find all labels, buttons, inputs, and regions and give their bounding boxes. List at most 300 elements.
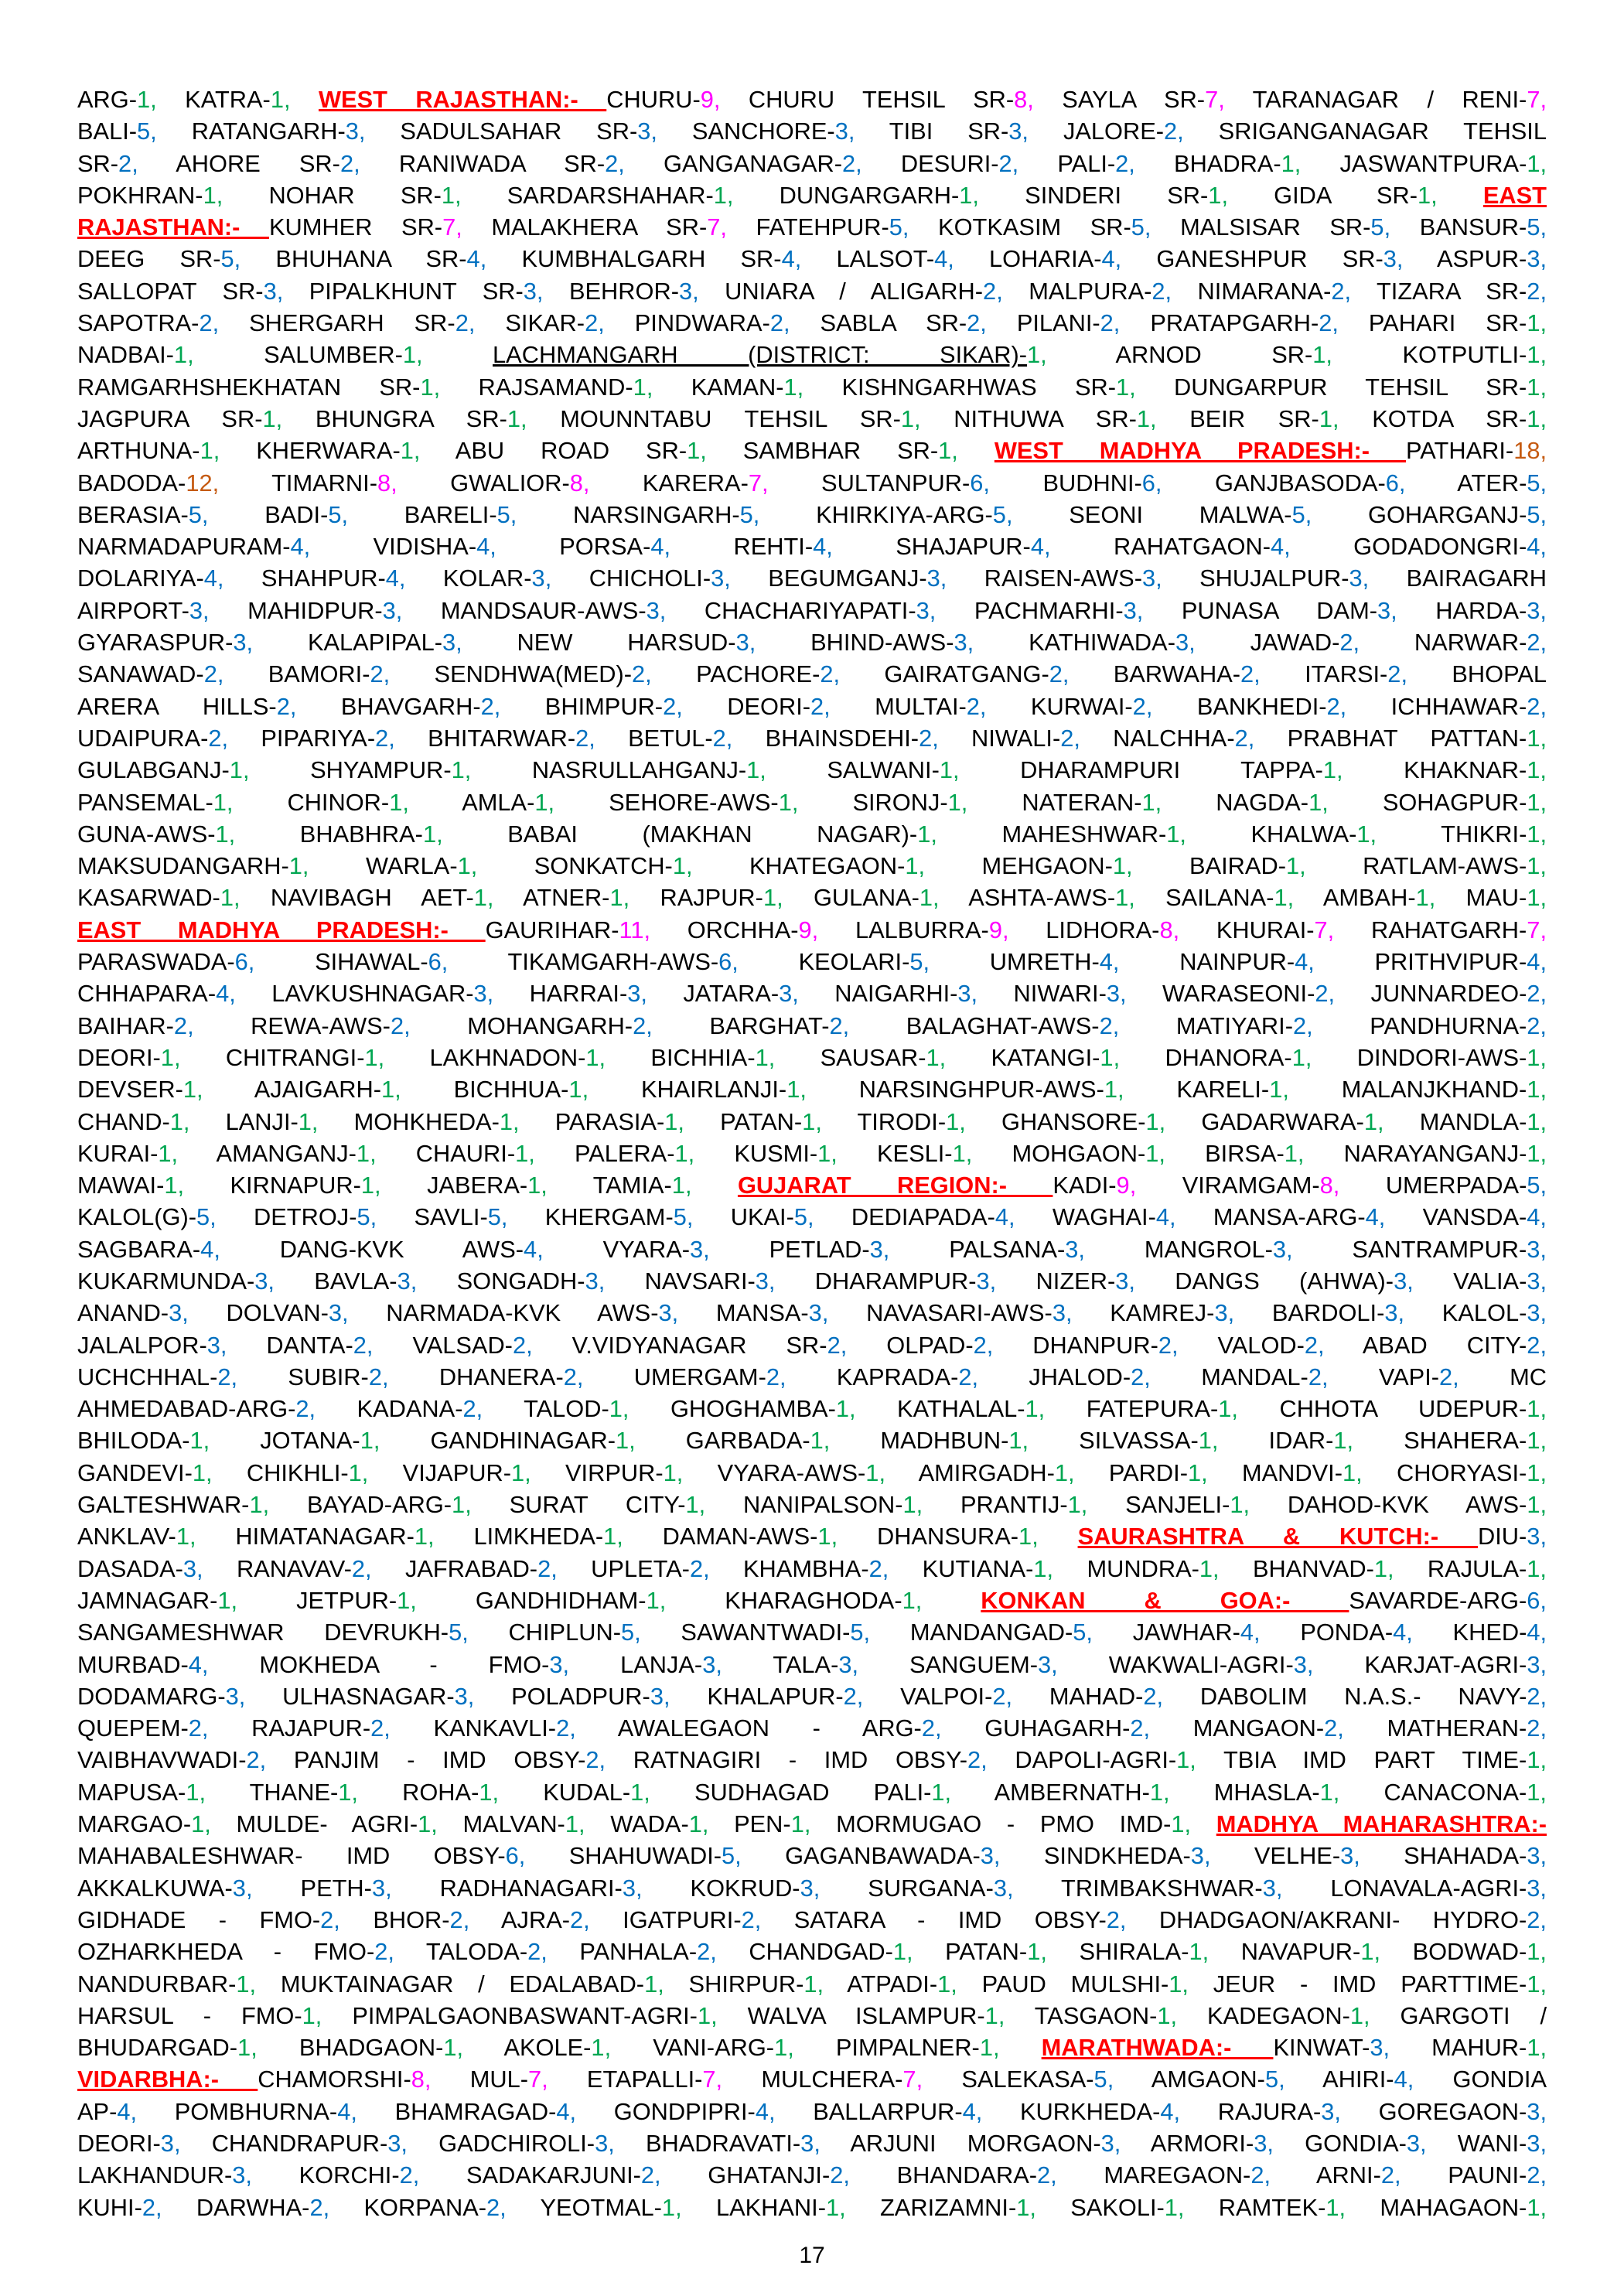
station-entry: NANDURBAR-1, [77, 1970, 257, 1997]
station-name: NARMADAPURAM- [77, 533, 291, 561]
station-entry: PRITHVIPUR-4, [1374, 948, 1547, 976]
station-entry: JALORE-2, [1063, 118, 1184, 145]
station-name: MUNDRA- [1087, 1554, 1199, 1582]
station-name: BHIMPUR- [544, 692, 664, 720]
station-entry: SAKOLI-1, [1070, 2193, 1185, 2221]
station-entry: BETUL-2, [628, 724, 733, 752]
station-name: KURWAI- [1030, 692, 1133, 720]
station-count: 3 [1340, 1842, 1354, 1870]
station-name: GANDHIDHAM- [475, 1586, 647, 1614]
station-count: 3 [1406, 2130, 1421, 2157]
station-count: 1 [1269, 1076, 1283, 1104]
station-name: KUMBHALGARH SR- [521, 245, 782, 273]
station-name: JETPUR- [296, 1586, 397, 1614]
station-name: KUDAL- [543, 1778, 631, 1806]
station-entry: AIRPORT-3, [77, 596, 210, 624]
station-entry: MAHIDPUR-3, [247, 596, 403, 624]
station-entry: NOHAR SR-1, [268, 181, 462, 209]
station-name: KUMHER SR- [269, 213, 443, 241]
station-count: 1 [158, 1139, 172, 1167]
station-count: 2 [1250, 2161, 1264, 2189]
station-count: 2 [370, 660, 384, 688]
station-name: WADA- [610, 1810, 689, 1838]
station-count: 1 [1025, 1395, 1039, 1423]
station-count: 4 [1101, 245, 1115, 273]
station-count: 5 [1131, 213, 1145, 241]
station-count: 5 [496, 500, 510, 528]
station-count: 1 [1054, 1458, 1068, 1486]
station-entry: MANGROL-3, [1144, 1235, 1293, 1263]
station-entry: MUNDRA-1, [1087, 1554, 1220, 1582]
station-count: 1 [1104, 1076, 1117, 1104]
station-entry: LAKHANDUR-3, [77, 2161, 252, 2189]
station-count: 3 [183, 1554, 197, 1582]
station-count: 1 [527, 1172, 541, 1199]
station-entry: MEHGAON-1, [981, 852, 1133, 880]
station-entry: MULDE- AGRI-1, [236, 1810, 438, 1838]
station-entry: ROHA-1, [402, 1778, 500, 1806]
station-count: 5 [889, 213, 902, 241]
station-count: 5 [620, 1619, 635, 1646]
station-count: 3 [627, 980, 641, 1008]
station-name: SULTANPUR- [821, 469, 971, 496]
station-count: 5 [196, 1203, 210, 1231]
station-entry: AMLA-1, [462, 788, 555, 816]
station-name: KEOLARI- [798, 948, 910, 976]
station-count: 1 [217, 1586, 231, 1614]
station-entry: LANJI-1, [225, 1107, 319, 1135]
station-count: 2 [1130, 1714, 1144, 1742]
station-entry: WADA-1, [610, 1810, 709, 1838]
station-name: GAURIHAR- [485, 916, 619, 943]
station-name: GAGANBAWADA- [785, 1842, 981, 1870]
station-entry: JAFRABAD-2, [404, 1554, 558, 1582]
station-entry: MANGAON-2, [1192, 1714, 1344, 1742]
station-entry: KHURAI-7, [1216, 916, 1335, 943]
station-count: 2 [339, 149, 354, 177]
station-name: PEN- [734, 1810, 791, 1838]
station-name: NAIGARHI- [834, 980, 958, 1008]
station-entry: BHUDARGAD-1, [77, 2034, 258, 2062]
station-name: ORCHHA- [687, 916, 799, 943]
station-count: 5 [1264, 2066, 1279, 2093]
station-count: 1 [778, 788, 792, 816]
station-name: SHYAMPUR- [310, 756, 452, 784]
station-name: CHHAPARA- [77, 980, 217, 1008]
station-count: 9 [1116, 1172, 1130, 1199]
station-count: 7 [702, 2066, 716, 2093]
station-count: 12 [186, 469, 213, 496]
station-name: QUEPEM- [77, 1714, 189, 1742]
station-count: 2 [868, 1554, 882, 1582]
station-count: 1 [1527, 2034, 1540, 2062]
station-entry: KUKARMUNDA-3, [77, 1267, 275, 1295]
station-entry: NAVAPUR-1, [1240, 1938, 1381, 1966]
station-entry: TIRODI-1, [857, 1107, 966, 1135]
station-count: 4 [1099, 948, 1113, 976]
station-count: 4 [934, 245, 948, 273]
station-name: PONDA- [1300, 1619, 1394, 1646]
station-count: 3 [1115, 1267, 1129, 1295]
text-line [77, 435, 1547, 466]
station-name: MALVAN- [462, 1810, 565, 1838]
text-line [77, 1904, 1547, 1936]
station-name: NARMADA-KVK AWS- [386, 1299, 659, 1327]
station-count: 1 [802, 1107, 816, 1135]
station-name: RAHATGAON- [1113, 533, 1271, 561]
station-entry: ITARSI-2, [1305, 660, 1407, 688]
station-name: NARWAR- [1414, 629, 1527, 657]
station-count: 2 [1234, 724, 1248, 752]
station-entry: SURAT CITY-1, [509, 1491, 706, 1519]
station-entry: GUHAGARH-2, [984, 1714, 1151, 1742]
station-count: 2 [512, 1331, 527, 1359]
station-name: AMBAH- [1322, 884, 1416, 912]
station-entry: LIDHORA-8, [1046, 916, 1180, 943]
station-entry: SENDHWA(MED)-2, [434, 660, 652, 688]
station-name: MOHKHEDA- [353, 1107, 500, 1135]
station-entry: AHIRI-4, [1322, 2066, 1414, 2093]
station-name: KADEGAON- [1207, 2001, 1350, 2029]
station-entry: BAYAD-ARG-1, [306, 1491, 472, 1519]
station-name: DHANSURA- [876, 1523, 1019, 1551]
station-entry: NIWALI-2, [971, 724, 1080, 752]
station-count: 1 [1417, 181, 1431, 209]
station-entry [1452, 660, 1547, 687]
station-count: 5 [1291, 500, 1305, 528]
station-entry: SOHAGPUR-1, [1382, 788, 1547, 816]
station-entry: RATANGARH-3, [191, 118, 366, 145]
station-count: 1 [565, 1810, 578, 1838]
station-name: DAPOLI-AGRI- [1015, 1746, 1177, 1774]
station-count: 3 [954, 629, 967, 657]
station-count: 1 [917, 820, 931, 848]
station-entry: RAJAPUR-2, [251, 1714, 391, 1742]
station-count: 2 [585, 1746, 599, 1774]
station-count: 4 [1393, 1619, 1407, 1646]
station-entry: KURWAI-2, [1030, 692, 1153, 720]
station-count: 1 [229, 756, 243, 784]
station-name: SATARA - IMD OBSY- [793, 1905, 1107, 1933]
station-count: 4 [203, 565, 217, 592]
station-entry: KHAIRLANJI-1, [640, 1076, 807, 1104]
station-entry: CHORYASI-1, [1397, 1458, 1547, 1486]
station-name: RAJPUR- [660, 884, 763, 912]
station-name: DABOLIM N.A.S.- NAVY- [1199, 1682, 1527, 1710]
station-name: RAHATGARH- [1370, 916, 1527, 943]
station-entry: BHOR-2, [373, 1905, 470, 1933]
station-count: 1 [452, 1491, 466, 1519]
station-count: 4 [1155, 1203, 1169, 1231]
station-entry: KHERGAM-5, [544, 1203, 694, 1231]
text-line [77, 2192, 1547, 2223]
station-name: JAWAD- [1250, 629, 1340, 657]
station-entry: BHIND-AWS-3, [810, 629, 974, 657]
station-name: POMBHURNA- [174, 2097, 338, 2125]
station-entry: NITHUWA SR-1, [954, 404, 1157, 432]
station-entry: MOHGAON-1, [1012, 1139, 1165, 1167]
station-entry: SIKAR-2, [505, 309, 605, 337]
station-entry: ORCHHA-9, [687, 916, 819, 943]
station-count: 3 [916, 596, 930, 624]
station-entry: SHIRALA-1, [1079, 1938, 1209, 1966]
station-count: 2 [1331, 277, 1345, 305]
station-count: 6 [1527, 1586, 1540, 1614]
station-entry: KUMBHALGARH SR-4, [521, 245, 802, 273]
station-name: KHALWA- [1250, 820, 1357, 848]
station-name: AP- [77, 2097, 118, 2125]
station-entry: KATANGI-1, [991, 1043, 1121, 1071]
station-name: AMLA- [462, 788, 535, 816]
station-count: 2 [1339, 629, 1353, 657]
station-count: 1 [979, 2034, 993, 2062]
station-entry: ARJUNI MORGAON-3, [850, 2130, 1121, 2157]
text-line [77, 1297, 1547, 1329]
station-entry: GIDA SR-1, [1274, 181, 1438, 209]
station-name: KAMAN- [691, 373, 784, 401]
station-entry: SANTRAMPUR-3, [1352, 1235, 1547, 1263]
station-entry: VELHE-3, [1254, 1842, 1360, 1870]
station-count: 2 [1131, 1363, 1145, 1390]
station-count: 1 [688, 1810, 702, 1838]
station-name: LOHARIA- [989, 245, 1102, 273]
station-entry: POMBHURNA-4, [174, 2097, 357, 2125]
text-line [77, 1840, 1547, 1871]
station-count: 1 [1115, 884, 1129, 912]
station-count: 2 [1240, 660, 1254, 688]
station-count: 1 [1527, 1076, 1540, 1104]
station-name: NADBAI- [77, 341, 174, 369]
station-name: CHHOTA UDEPUR- [1279, 1395, 1527, 1423]
station-name: VALSAD- [412, 1331, 513, 1359]
station-name: SUBIR- [288, 1363, 369, 1390]
station-entry: KOTPUTLI-1, [1402, 341, 1547, 369]
station-name: DOLVAN- [226, 1299, 329, 1327]
station-entry: GODADONGRI-4, [1353, 533, 1547, 561]
station-name: SIRONJ- [852, 788, 948, 816]
station-name: MAWAI- [77, 1172, 165, 1199]
station-name: PIPARIYA- [261, 724, 376, 752]
station-count: 4 [995, 1203, 1008, 1231]
station-name: FATEPURA- [1086, 1395, 1219, 1423]
station-count: 5 [909, 948, 923, 976]
station-count: 1 [1527, 1107, 1540, 1135]
station-entry: PACHMARHI-3, [974, 596, 1144, 624]
station-entry: KANKAVLI-2, [433, 1714, 576, 1742]
station-count: 2 [1527, 2161, 1540, 2189]
station-count: 2 [351, 1554, 366, 1582]
station-entry: VALIA-3, [1453, 1267, 1547, 1295]
station-name: KASARWAD- [77, 884, 220, 912]
station-count: 3 [160, 2130, 174, 2157]
station-count: 5 [1370, 213, 1384, 241]
station-count: 2 [570, 1905, 584, 1933]
station-name: KUSMI- [734, 1139, 818, 1167]
station-name: KADI- [1053, 1172, 1117, 1199]
station-count: 2 [320, 1905, 334, 1933]
station-name: WARLA- [365, 852, 458, 880]
station-count: 2 [1527, 1331, 1540, 1359]
station-name: LACHMANGARH (DISTRICT: SIKAR)- [493, 341, 1027, 369]
station-name: KHERWARA- [256, 437, 401, 465]
station-name: MATHERAN- [1387, 1714, 1527, 1742]
station-count: 1 [671, 1172, 685, 1199]
station-name: BANKHEDI- [1196, 692, 1327, 720]
station-name: LANJA- [620, 1650, 703, 1678]
station-entry: MAREGAON-2, [1104, 2161, 1271, 2189]
station-entry: KORCHI-2, [299, 2161, 420, 2189]
station-count: 1 [713, 181, 727, 209]
station-name: AMGAON- [1151, 2066, 1265, 2093]
station-count: 1 [1325, 2193, 1339, 2221]
station-count: 3 [1038, 1650, 1052, 1678]
station-name: BHITARWAR- [428, 724, 576, 752]
station-entry: ICHHAWAR-2, [1390, 692, 1547, 720]
station-entry: BANSUR-5, [1419, 213, 1547, 241]
station-name: ANAND- [77, 1299, 169, 1327]
station-count: 4 [466, 245, 480, 273]
station-name: VIRPUR- [565, 1458, 664, 1486]
station-count: 1 [790, 1810, 804, 1838]
station-entry: BEHROR-3, [568, 277, 699, 305]
station-name: MALANJKHAND- [1341, 1076, 1527, 1104]
station-count: 6 [428, 948, 442, 976]
station-name: BARWAHA- [1113, 660, 1241, 688]
station-entry: VANSDA-4, [1422, 1203, 1547, 1231]
station-name: ARJUNI MORGAON- [850, 2130, 1101, 2157]
station-count: 3 [1527, 1523, 1540, 1551]
station-entry: NALCHHA-2, [1113, 724, 1255, 752]
station-count: 1 [1171, 1810, 1185, 1838]
station-count: 2 [246, 1746, 260, 1774]
station-entry: ULHASNAGAR-3, [282, 1682, 475, 1710]
station-name: MULDE- AGRI- [236, 1810, 418, 1838]
station-count: 1 [1285, 852, 1300, 880]
station-entry: NARMADA-KVK AWS-3, [386, 1299, 679, 1327]
station-count: 3 [371, 1874, 386, 1902]
station-name: VAPI- [1378, 1363, 1440, 1390]
station-name: MHASLA- [1213, 1778, 1320, 1806]
station-name: NAVSARI- [644, 1267, 756, 1295]
station-entry: BANKHEDI-2, [1196, 692, 1347, 720]
station-count: 1 [947, 788, 961, 816]
station-count: 1 [1527, 788, 1540, 816]
station-entry: ARMORI-3, [1150, 2130, 1274, 2157]
station-count: 2 [208, 724, 222, 752]
station-entry: GWALIOR-8, [450, 469, 590, 496]
station-entry: SIHAWAL-6, [315, 948, 449, 976]
station-entry: LONAVALA-AGRI-3, [1330, 1874, 1547, 1902]
station-name: ATPADI- [847, 1970, 938, 1997]
station-count: 4 [1271, 533, 1285, 561]
station-name: GADARWARA- [1201, 1107, 1364, 1135]
station-name: KATHALAL- [897, 1395, 1025, 1423]
station-name: BHAMRAGAD- [394, 2097, 557, 2125]
station-name: MAHAGAON- [1380, 2193, 1527, 2221]
station-name: UKAI- [730, 1203, 794, 1231]
station-count: 2 [689, 1554, 704, 1582]
station-entry: GAGANBAWADA-3, [785, 1842, 1001, 1870]
page-number: 17 [799, 2243, 825, 2268]
station-name: NAVIBAGH AET- [270, 884, 474, 912]
station-name: GONDIA- [1305, 2130, 1407, 2157]
station-count: 1 [783, 373, 797, 401]
station-count: 2 [1292, 1012, 1307, 1039]
station-name: MAREGAON- [1104, 2161, 1251, 2189]
station-count: 3 [622, 1874, 636, 1902]
station-name: PATAN- [720, 1107, 803, 1135]
station-entry: NAVASARI-AWS-3, [866, 1299, 1073, 1327]
station-count: 2 [276, 692, 290, 720]
station-entry: JALALPOR-3, [77, 1331, 227, 1359]
station-name: VIRAMGAM- [1182, 1172, 1320, 1199]
station-count: 3 [531, 565, 545, 592]
station-name: GANDEVI- [77, 1458, 193, 1486]
station-name: PAHARI SR- [1368, 309, 1527, 337]
station-name: ATNER- [523, 884, 610, 912]
station-entry: SHIRPUR-1, [688, 1970, 824, 1997]
station-count: 2 [829, 1012, 843, 1039]
station-name: DHARAMPURI TAPPA- [1020, 756, 1323, 784]
station-count: 3 [1321, 2097, 1335, 2125]
station-count: 2 [309, 2193, 323, 2221]
station-count: 3 [585, 1267, 599, 1295]
station-name: MUKTAINAGAR / EDALABAD- [280, 1970, 645, 1997]
station-entry: TIMARNI-8, [271, 469, 397, 496]
station-entry: BHAMRAGAD-4, [394, 2097, 577, 2125]
station-count: 3 [1293, 1650, 1307, 1678]
station-count: 5 [1527, 1172, 1540, 1199]
station-count: 1 [1527, 852, 1540, 880]
station-count: 3 [1123, 596, 1137, 624]
text-line [77, 2096, 1547, 2127]
station-name: RATNAGIRI - IMD OBSY- [633, 1746, 967, 1774]
station-name: BHILODA- [77, 1427, 190, 1455]
text-line [77, 658, 1547, 690]
station-count: 1 [137, 86, 151, 113]
station-name: SALWANI- [827, 756, 940, 784]
station-count: 3 [454, 1682, 468, 1710]
station-entry: BARELI-5, [404, 500, 517, 528]
station-name: GULABGANJ- [77, 756, 230, 784]
station-entry: MATIYARI-2, [1175, 1012, 1313, 1039]
text-line [77, 371, 1547, 403]
station-count: 1 [900, 404, 915, 432]
station-entry: LALBURRA-9, [855, 916, 1009, 943]
station-name: VALIA- [1453, 1267, 1527, 1295]
station-name: UMERGAM- [633, 1363, 766, 1390]
station-count: 1 [1356, 820, 1370, 848]
station-count: 3 [1527, 1299, 1540, 1327]
station-count: 4 [1240, 1619, 1254, 1646]
station-name: GADCHIROLI- [438, 2130, 595, 2157]
station-entry: SABLA SR-2, [820, 309, 987, 337]
station-name: SALLOPAT SR- [77, 277, 264, 305]
station-name: LONAVALA-AGRI- [1330, 1874, 1527, 1902]
station-entry: YEOTMAL-1, [540, 2193, 682, 2221]
station-name: SADAKARJUNI- [466, 2161, 641, 2189]
station-name: KHURAI- [1216, 916, 1315, 943]
station-count: 1 [1016, 2193, 1030, 2221]
station-count: 1 [441, 181, 455, 209]
station-entry: SAILANA-1, [1165, 884, 1295, 912]
station-count: 1 [763, 884, 777, 912]
station-count: 2 [462, 1395, 476, 1423]
station-count: 1 [644, 1970, 658, 1997]
text-line [77, 115, 1547, 147]
region-heading: RAJASTHAN:- [77, 213, 269, 241]
station-count: 1 [534, 788, 548, 816]
